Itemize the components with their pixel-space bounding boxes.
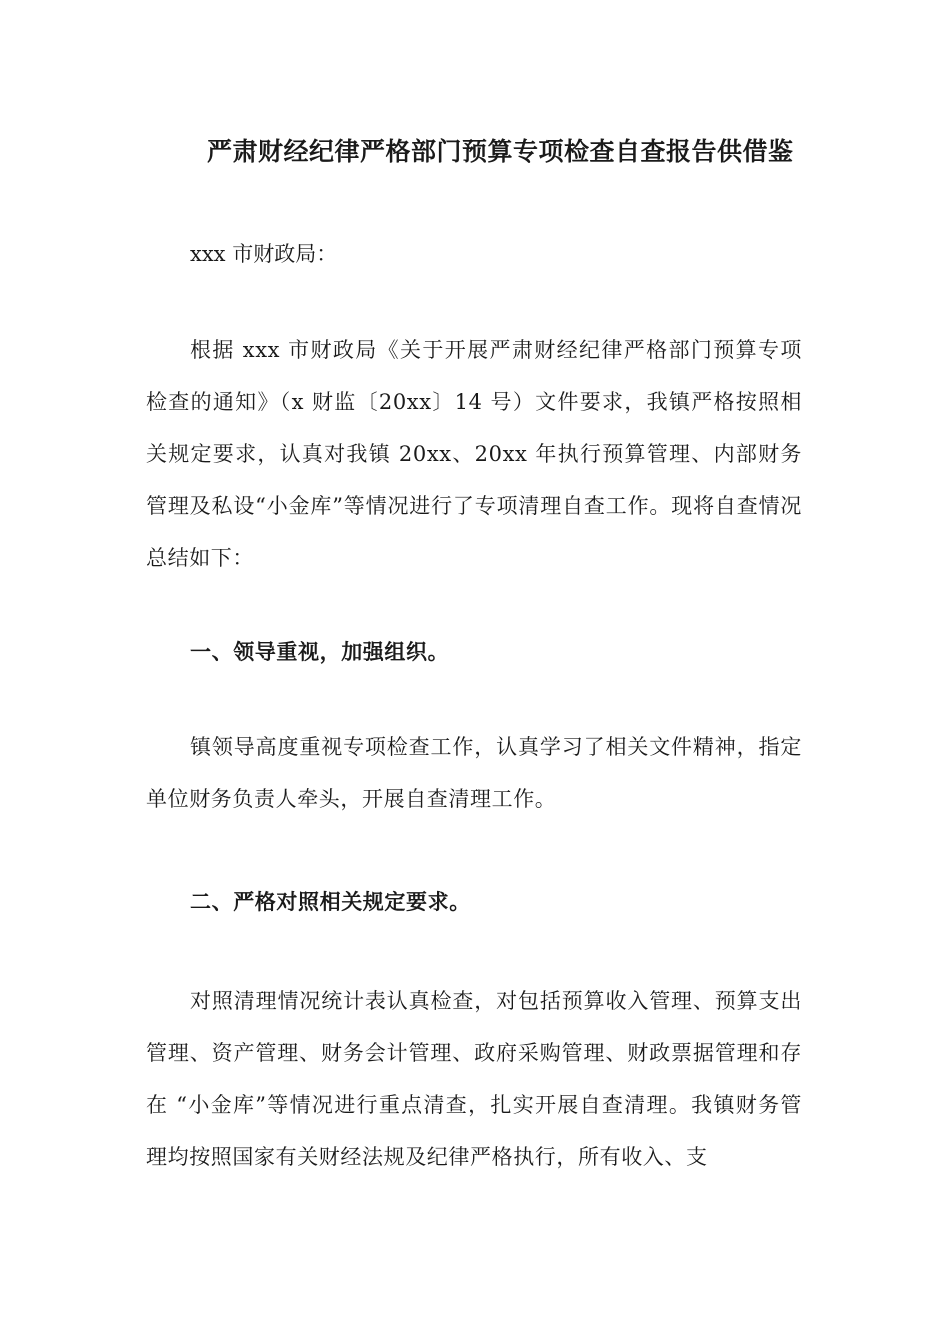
section-heading-1: 一、领导重视，加强组织。 bbox=[190, 639, 450, 664]
paragraph-section-2: 对照清理情况统计表认真检查，对包括预算收入管理、预算支出管理、资产管理、财务会计管理、政府采购管理、财政票据管理和存在 “小金库”等情况进行重点清查，扎实开展自查清理。我镇财务管理均按照国家有关财经法规及纪律严格执行，所有收入、支 bbox=[146, 989, 802, 1169]
document-title: 严肃财经纪律严格部门预算专项检查自查报告供借鉴 bbox=[207, 137, 794, 166]
paragraph-section-1: 镇领导高度重视专项检查工作，认真学习了相关文件精神，指定单位财务负责人牵头，开展自查清理工作。 bbox=[146, 735, 802, 811]
paragraph-intro: 根据 xxx 市财政局《关于开展严肃财经纪律严格部门预算专项检查的通知》（x 财监〔20xx〕14 号）文件要求，我镇严格按照相关规定要求，认真对我镇 20xx、20xx 年执行预算管理、内部财务管理及私设“小金库”等情况进行了专项清理自查工作。现将自查情况总结如下： bbox=[146, 338, 802, 570]
section-heading-2: 二、严格对照相关规定要求。 bbox=[190, 889, 471, 914]
salutation: xxx 市财政局： bbox=[190, 242, 338, 266]
